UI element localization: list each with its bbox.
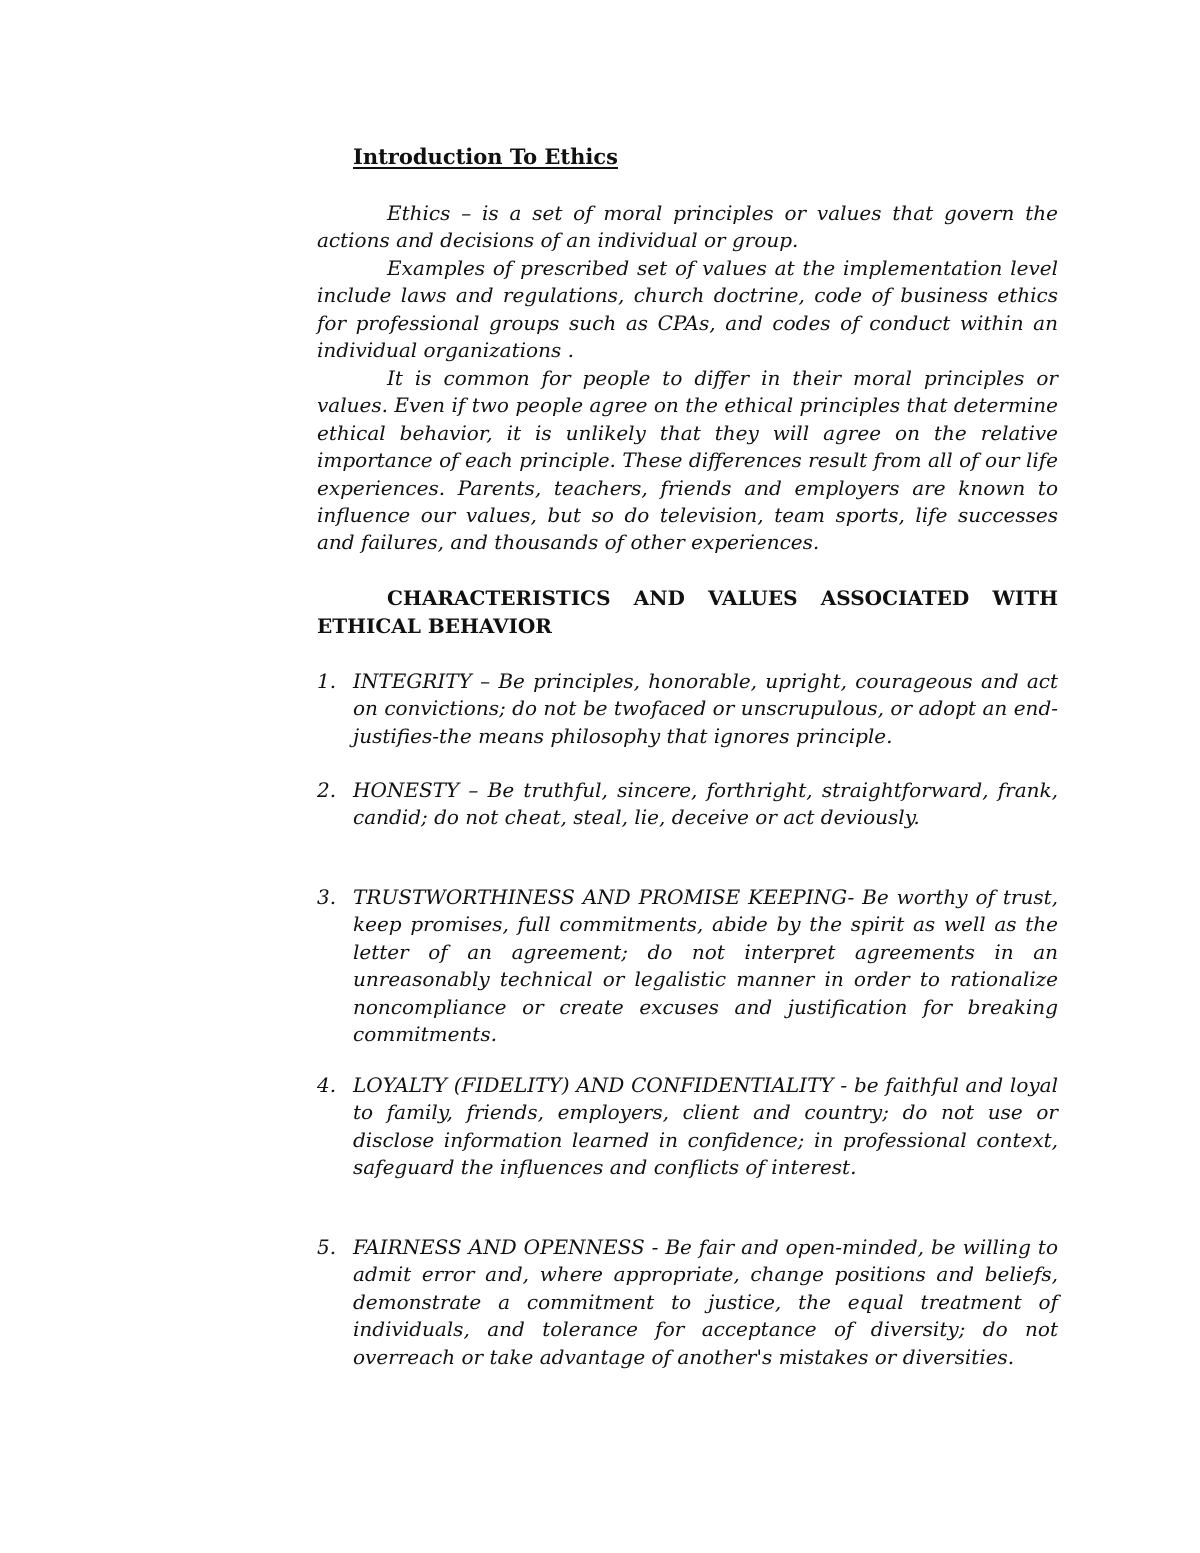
list-item-number: 3. bbox=[317, 885, 337, 909]
list-item-text: TRUSTWORTHINESS AND PROMISE KEEPING- Be worthy of trust, keep promises, full commitments, abide by the spirit as well as the letter of an agreement; do not interpret agreements in an unreasonably technical or legalistic manner in order to rationalize noncompliance or create excuses and justification for breaking commitments. bbox=[353, 885, 1058, 1047]
list-item-number: 4. bbox=[317, 1073, 337, 1097]
paragraph-differences: It is common for people to differ in their moral principles or values. Even if two people agree on the ethical principles that determine ethical behavior, it is unlikely that they will agree on the relative importance of each principle. These differences result from all of our life experiences. Parents, teachers, friends and employers are known to influence our values, but so do television, team sports, life successes and failures, and thousands of other experiences. bbox=[317, 366, 1058, 555]
paragraph-ethics-definition: Ethics – is a set of moral principles or values that govern the actions and decisions of an individual or group. bbox=[317, 201, 1058, 253]
list-item-number: 1. bbox=[317, 669, 337, 693]
list-item bbox=[317, 1234, 1058, 1371]
paragraph-examples: Examples of prescribed set of values at the implementation level include laws and regulations, church doctrine, code of business ethics for professional groups such as CPAs, and codes of conduct within an individual organizations . bbox=[317, 256, 1058, 363]
list-item-text: LOYALTY (FIDELITY) AND CONFIDENTIALITY - be faithful and loyal to family, friends, employers, client and country; do not use or disclose information learned in confidence; in professional context, safeguard the influences and conflicts of interest. bbox=[353, 1073, 1058, 1180]
list-item-text: HONESTY – Be truthful, sincere, forthright, straightforward, frank, candid; do not cheat, steal, lie, deceive or act deviously. bbox=[353, 778, 1058, 830]
section-heading: CHARACTERISTICS AND VALUES ASSOCIATED WITH ETHICAL BEHAVIOR bbox=[317, 586, 1058, 638]
list-item bbox=[317, 1072, 1058, 1182]
list-item-text: INTEGRITY – Be principles, honorable, upright, courageous and act on convictions; do not be twofaced or unscrupulous, or adopt an end-justifies-the means philosophy that ignores principle. bbox=[353, 669, 1058, 748]
list-item bbox=[317, 668, 1058, 750]
page-title: Introduction To Ethics bbox=[353, 144, 618, 169]
list-item bbox=[317, 884, 1058, 1048]
list-item-number: 2. bbox=[317, 778, 337, 802]
list-item-number: 5. bbox=[317, 1235, 337, 1259]
list-item bbox=[317, 777, 1058, 832]
list-item-text: FAIRNESS AND OPENNESS - Be fair and open-minded, be willing to admit error and, where appropriate, change positions and beliefs, demonstrate a commitment to justice, the equal treatment of individuals, and tolerance for acceptance of diversity; do not overreach or take advantage of another's mistakes or diversities. bbox=[353, 1235, 1058, 1369]
